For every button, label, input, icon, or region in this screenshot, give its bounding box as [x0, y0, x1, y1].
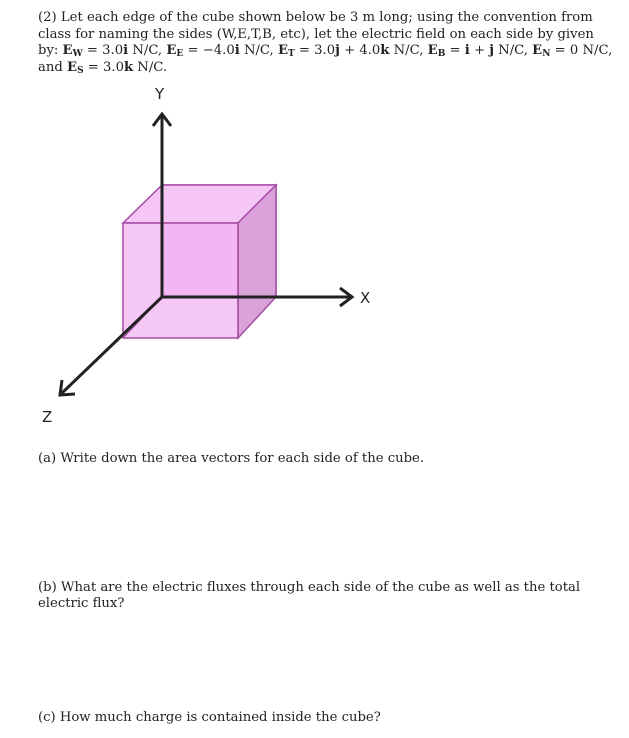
y-axis-label: Y — [155, 85, 165, 103]
part-c: (c) How much charge is contained inside the cube? — [38, 710, 381, 725]
field-en-label: $E_N$ — [532, 43, 551, 59]
problem-intro: Let each edge of the cube shown below be 3 m long; using the convention from class for naming the sides (W,E,T,B, etc), let the electric field on each side by given by: — [38, 10, 594, 58]
x-axis-label: X — [360, 289, 371, 307]
field-et-label: $E_T$ — [277, 43, 295, 59]
cube-front-face — [123, 223, 238, 338]
part-a: (a) Write down the area vectors for each side of the cube. — [38, 451, 425, 466]
problem-number: (2) — [38, 10, 57, 25]
field-es-label: $E_S$ — [67, 59, 84, 76]
cube-figure — [0, 80, 629, 440]
z-axis — [62, 297, 162, 393]
z-axis-label: Z — [42, 408, 53, 426]
field-ew-label: $E_W$ — [62, 43, 83, 59]
field-eb-label: $E_B$ — [427, 43, 446, 59]
part-b: (b) What are the electric fluxes through each side of the cube as well as the total electric flux? — [38, 580, 581, 611]
problem-statement: (2) Let each edge of the cube shown below be 3 m long; using the convention from class for naming the sides (W,E,T,B, etc), let the electric field on each side by given by: $E_W = 3.0i$ N/C, $E_E = -4.0i$ N/C, $E_T = 3.0j + 4.0k$ N/C, $E_B = i + j$ N/C, $E_N = 0$ N/C, and $E_S = 3.0k$ N/C. — [38, 10, 613, 76]
field-ee-label: $E_E$ — [166, 43, 184, 59]
